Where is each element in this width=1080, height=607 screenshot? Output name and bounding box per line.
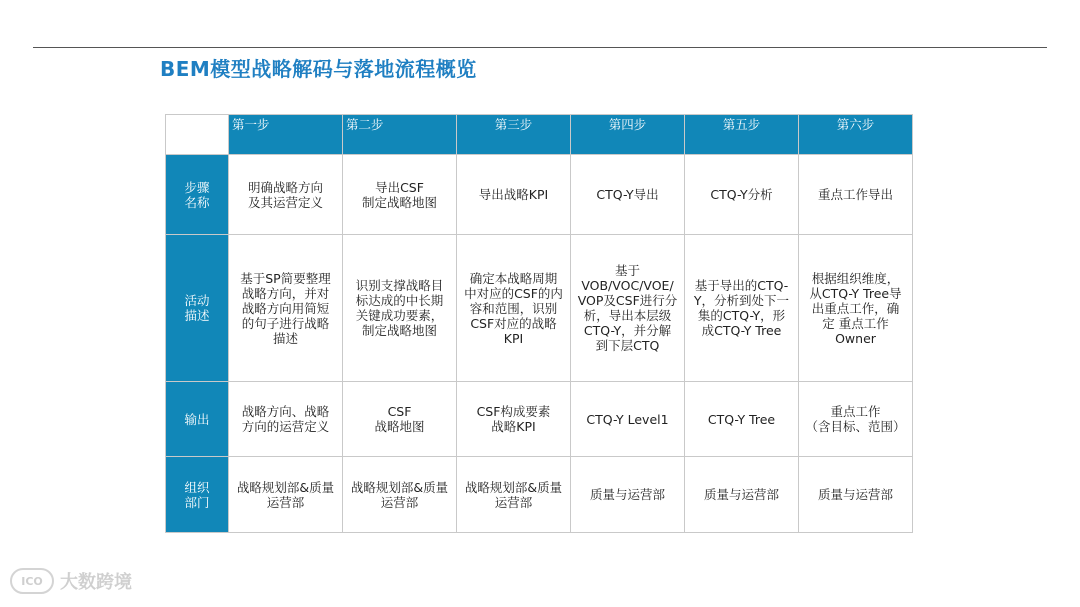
table-cell: 导出CSF 制定战略地图	[343, 155, 457, 235]
table-cell: 明确战略方向 及其运营定义	[229, 155, 343, 235]
table-cell: 质量与运营部	[685, 457, 799, 533]
table-cell: 战略规划部&质量 运营部	[229, 457, 343, 533]
process-table	[165, 114, 913, 533]
table-cell: CTQ-Y Tree	[685, 382, 799, 457]
row-header-activity: 活动 描述	[166, 235, 229, 382]
table-row-activity	[166, 235, 913, 382]
header-row	[166, 115, 913, 155]
table-cell: 战略规划部&质量 运营部	[343, 457, 457, 533]
column-header-step3: 第三步	[457, 115, 571, 155]
table-cell: 质量与运营部	[799, 457, 913, 533]
watermark-logo-icon: ICO	[10, 568, 54, 594]
table-cell: 基于SP简要整理 战略方向，并对 战略方向用简短 的句子进行战略 描述	[229, 235, 343, 382]
table-cell: 战略方向、战略 方向的运营定义	[229, 382, 343, 457]
table-cell: 基于导出的CTQ- Y，分析到处下一 集的CTQ-Y，形 成CTQ-Y Tree	[685, 235, 799, 382]
table-cell: 重点工作导出	[799, 155, 913, 235]
row-header-department: 组织 部门	[166, 457, 229, 533]
column-header-step6: 第六步	[799, 115, 913, 155]
row-header-output: 输出	[166, 382, 229, 457]
table-cell: 识别支撑战略目 标达成的中长期 关键成功要素， 制定战略地图	[343, 235, 457, 382]
table-cell: CTQ-Y分析	[685, 155, 799, 235]
corner-cell	[166, 115, 229, 155]
table-row-department	[166, 457, 913, 533]
column-header-step5: 第五步	[685, 115, 799, 155]
watermark-text: 大数跨境	[60, 572, 132, 593]
column-header-step2: 第二步	[343, 115, 457, 155]
table-cell: 战略规划部&质量 运营部	[457, 457, 571, 533]
table-cell: CTQ-Y导出	[571, 155, 685, 235]
table-cell: 重点工作 （含目标、范围）	[799, 382, 913, 457]
table-cell: 根据组织维度， 从CTQ-Y Tree导 出重点工作，确 定 重点工作 Owner	[799, 235, 913, 382]
column-header-step1: 第一步	[229, 115, 343, 155]
table-cell: 质量与运营部	[571, 457, 685, 533]
page-title: BEM模型战略解码与落地流程概览	[160, 57, 477, 81]
table-cell: CTQ-Y Level1	[571, 382, 685, 457]
row-header-step-name: 步骤 名称	[166, 155, 229, 235]
column-header-step4: 第四步	[571, 115, 685, 155]
table-cell: 基于 VOB/VOC/VOE/ VOP及CSF进行分 析，导出本层级 CTQ-Y，并分解 到下层CTQ	[571, 235, 685, 382]
table-cell: CSF构成要素 战略KPI	[457, 382, 571, 457]
top-divider-line	[33, 47, 1047, 48]
watermark	[10, 568, 132, 594]
table-cell: CSF 战略地图	[343, 382, 457, 457]
table-row-step-name	[166, 155, 913, 235]
table-row-output	[166, 382, 913, 457]
table-cell: 确定本战略周期 中对应的CSF的内 容和范围，识别 CSF对应的战略 KPI	[457, 235, 571, 382]
table-cell: 导出战略KPI	[457, 155, 571, 235]
